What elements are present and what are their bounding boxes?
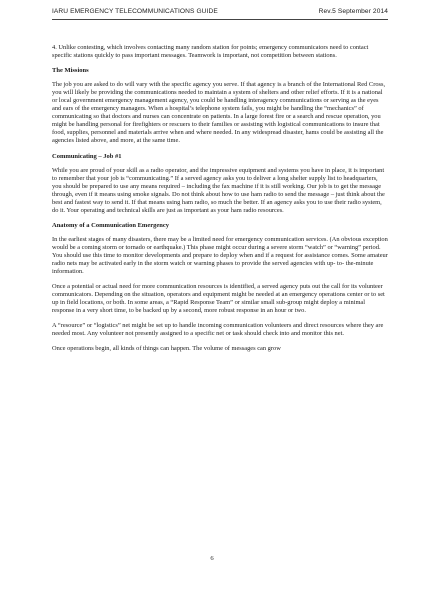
- heading-communicating-job-1: Communicating – Job #1: [52, 152, 122, 160]
- missions-paragraph: The job you are asked to do will vary with the specific agency you serve. If that agency is a branch of the International Red Cross, you will likely be providing the communications needed to maintain a system of shelters and other relief efforts. If it is a national or local government emergency management agency, you could be handling interagency communications or serving as the eyes and ears of the emergency managers. When a hospital’s telephone system fails, you might be handling the “mechanics” of communicating so that doctors and nurses can concentrate on patients. In a large forest fire or a search and rescue operation, you might be handling personal for firefighters or rescuers to their families or assisting with logistical communications to insure that food, supplies, personnel and materials arrive when and where needed. In any widespread disaster, hams could be assisting all the agencies listed above, and more, at the same time.: [52, 81, 386, 145]
- header-revision: Rev.5 September 2014: [318, 8, 388, 15]
- anatomy-paragraph-1: In the earliest stages of many disasters, there may be a limited need for emergency communication services. (An obvious exception would be a coming storm or tornado or earthquake.) This phase might occur during a severe storm “watch” or “warning” period. You should use this time to monitor developments and prepare to deploy when and if a request for assistance comes. Some amateur radio nets may be activated early in the storm watch or warning phases to provide the served agencies with up- to- the-minute information.: [52, 235, 388, 276]
- page-content: [52, 44, 388, 360]
- anatomy-paragraph-3: A “resource” or “logistics” net might be set up to handle incoming communication volunteers and direct resources where they are needed most. Any volunteer not presently assigned to a specific net or task should check into and monitor this net.: [52, 322, 384, 338]
- communicating-paragraph: While you are proud of your skill as a radio operator, and the impressive equipment and systems you have in place, it is important to remember that your job is “communicating.” If a served agency asks you to deliver a long shelter supply list to headquarters, you should be prepared to use any means required – including the fax machine if it is still working. Our job is to get the message through, even if it means using smoke signals. Do not think about how to use ham radio to send the message – just think about the best and fastest way to send it. If that means using ham radio, so much the better. If an agency asks you to use their radio system, do it. Your operating and technical skills are just as important as your ham radio resources.: [52, 166, 385, 214]
- intro-paragraph: 4. Unlike contesting, which involves contacting many random station for points; emergency communicators need to contact specific stations quickly to pass important messages. Teamwork is important, not competition between stations.: [52, 44, 369, 60]
- heading-anatomy: Anatomy of a Communication Emergency: [52, 221, 169, 229]
- anatomy-paragraph-2: Once a potential or actual need for more communication resources is identified, a served agency puts out the call for its volunteer communicators. Depending on the situation, operators and equipment might be needed at an emergency operations center or to set up in field locations, or both. In some areas, a “Rapid Response Team” or similar small sub-group might deploy a minimal response in a very short time, to be backed up by a second, more robust response in an hour or two.: [52, 283, 385, 315]
- header-title: IARU EMERGENCY TELECOMMUNICATIONS GUIDE: [52, 8, 218, 15]
- running-header: [52, 8, 388, 20]
- anatomy-paragraph-4: Once operations begin, all kinds of things can happen. The volume of messages can grow: [52, 345, 281, 353]
- heading-the-missions: The Missions: [52, 67, 89, 75]
- page-number: 6: [210, 555, 214, 562]
